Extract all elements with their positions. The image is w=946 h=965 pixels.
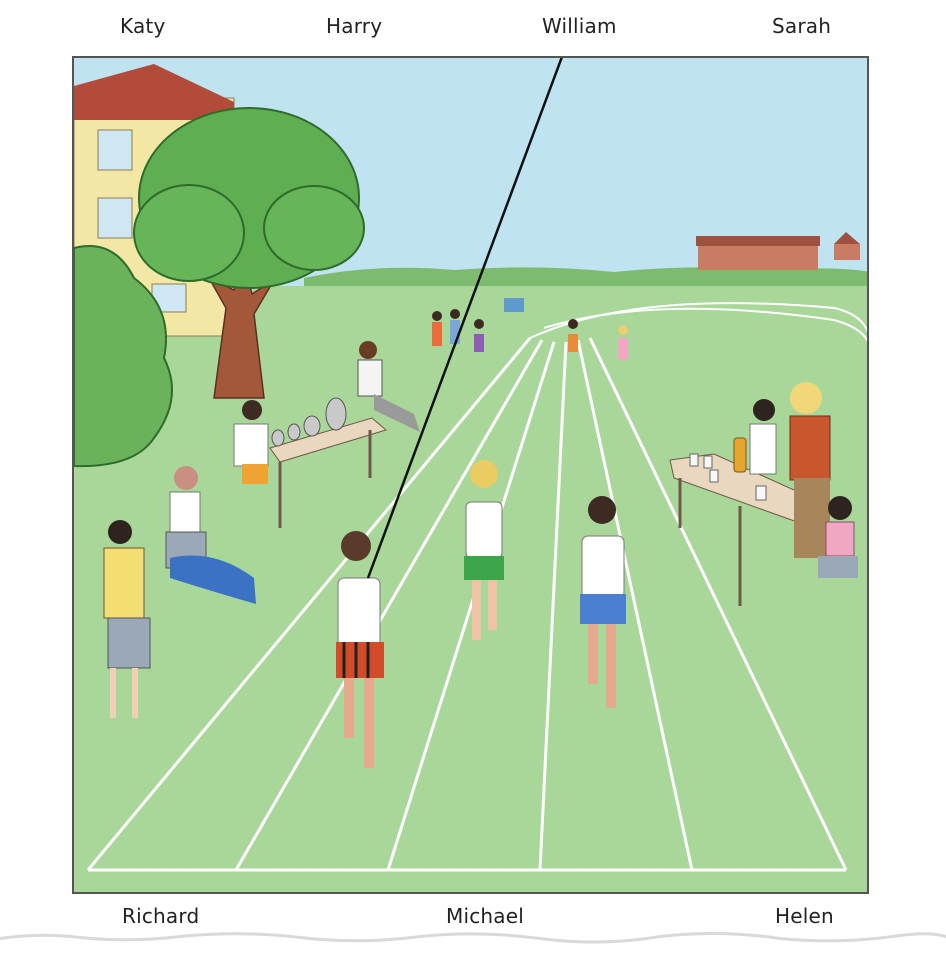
race-illustration bbox=[72, 56, 869, 894]
name-label-harry: Harry bbox=[326, 14, 383, 38]
race-scene-svg bbox=[74, 58, 869, 894]
name-label-william: William bbox=[542, 14, 617, 38]
grass-field bbox=[74, 286, 869, 894]
torn-paper-edge bbox=[0, 925, 946, 965]
name-label-helen: Helen bbox=[775, 904, 834, 928]
name-label-michael: Michael bbox=[446, 904, 525, 928]
name-label-sarah: Sarah bbox=[772, 14, 832, 38]
name-label-katy: Katy bbox=[120, 14, 166, 38]
name-label-richard: Richard bbox=[122, 904, 200, 928]
